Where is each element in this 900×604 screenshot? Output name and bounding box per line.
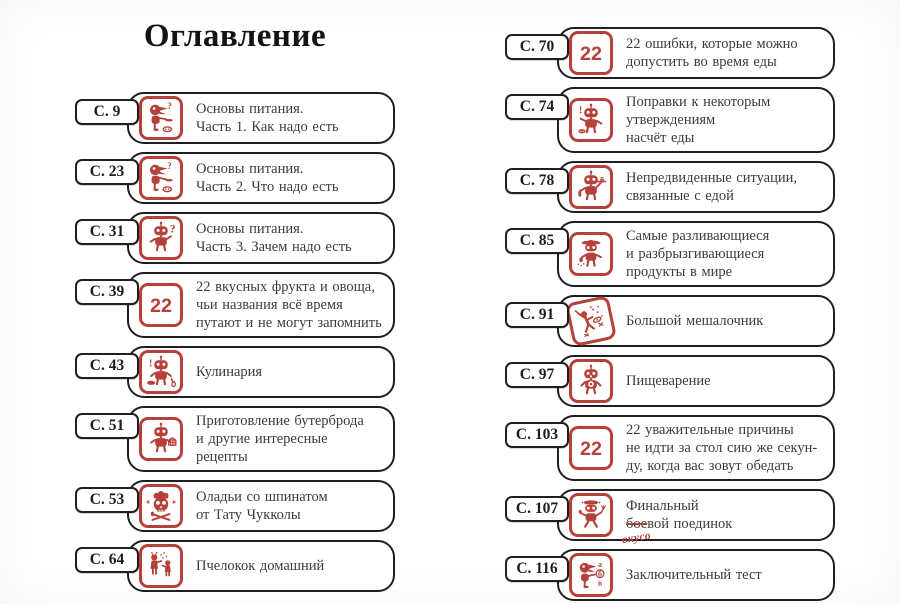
entry-title [626, 167, 797, 207]
toc-entry [505, 295, 835, 347]
toc-entry-box [127, 152, 395, 204]
toc-entry [75, 212, 395, 264]
beekeeper-family-icon [139, 544, 183, 588]
toc-column-left [75, 92, 395, 592]
toc-entry [505, 161, 835, 213]
page-number-badge: С. 53 [75, 487, 139, 513]
entry-text-line: утверждениям [626, 112, 716, 128]
toc-entry [75, 346, 395, 398]
entry-text-line: допустить во время еды [626, 54, 777, 70]
entry-title [626, 370, 711, 392]
number-22-icon [569, 31, 613, 75]
robot-exclamation-icon [569, 98, 613, 142]
entry-text-line: чьи названия всё время [196, 297, 343, 313]
entry-text-line: ду, когда вас зовут обедать [626, 458, 794, 474]
entry-text-line: Часть 2. Что надо есть [196, 179, 339, 195]
entry-title [196, 218, 352, 258]
entry-text-line: не идти за стол сию же секун- [626, 440, 818, 456]
entry-title [626, 564, 762, 586]
entry-text-line: путают и не могут запомнить [196, 315, 382, 331]
mixer-splash-icon [565, 295, 617, 347]
toc-entry-box [557, 489, 835, 547]
entry-text-line: от Тату Чукколы [196, 507, 301, 523]
page-number-badge: С. 74 [505, 94, 569, 120]
robot-waiter-icon [569, 165, 613, 209]
entry-title [626, 33, 798, 73]
toc-entry [505, 415, 835, 481]
number-22-icon [139, 283, 183, 327]
entry-title [196, 158, 338, 198]
toc-entry [505, 549, 835, 601]
entry-text-line: Самые разливающиеся [626, 228, 770, 244]
entry-text-line: Основы питания. [196, 161, 304, 177]
entry-text-line: рецепты [196, 449, 248, 465]
toc-entry [75, 480, 395, 532]
toc-entry-box [557, 221, 835, 287]
entry-text-line: боевой поединок вкусо [626, 515, 732, 533]
page-number-badge: С. 64 [75, 547, 139, 573]
toc-entry-box [557, 549, 835, 601]
entry-text-line: и другие интересные [196, 431, 328, 447]
toc-entry-box [127, 480, 395, 532]
page-number-badge: С. 97 [505, 362, 569, 388]
entry-text-line: Основы питания. [196, 101, 304, 117]
entry-text-line: насчёт еды [626, 130, 695, 146]
entry-title [196, 486, 328, 526]
page-number-badge: С. 23 [75, 159, 139, 185]
entry-text-line: Оладьи со шпинатом [196, 489, 328, 505]
robot-big-question-icon [139, 216, 183, 260]
toc-entry-box [557, 87, 835, 153]
toc-entry [75, 272, 395, 338]
page-number-badge: С. 43 [75, 353, 139, 379]
entry-text-line: Заключительный тест [626, 567, 762, 583]
skull-chef-icon [139, 484, 183, 528]
page-number-badge: С. 51 [75, 413, 139, 439]
entry-text-line: 22 ошибки, которые можно [626, 36, 798, 52]
toc-entry [75, 406, 395, 472]
entry-title [196, 555, 324, 577]
toc-entry-box [557, 27, 835, 79]
entry-title [626, 419, 817, 477]
entry-title [626, 310, 763, 332]
toc-entry-box [557, 415, 835, 481]
page-number-badge: С. 39 [75, 279, 139, 305]
toc-entry [505, 27, 835, 79]
entry-text-line: Большой мешалочник [626, 313, 764, 329]
toc-entry [75, 92, 395, 144]
page-number-badge: С. 85 [505, 228, 569, 254]
entry-title [196, 410, 364, 468]
page-number-badge: С. 103 [505, 422, 569, 448]
toc-entry-box [127, 346, 395, 398]
toc-entry [75, 152, 395, 204]
robot-chef-question-icon [139, 96, 183, 140]
handwritten-correction: вкусо [621, 529, 652, 547]
robot-digestion-icon [569, 359, 613, 403]
entry-text-line: Часть 1. Как надо есть [196, 119, 339, 135]
toc-entry-box [557, 295, 835, 347]
entry-text-line: Кулинария [196, 364, 263, 380]
entry-title [196, 361, 262, 383]
robot-sombrero-icon [569, 232, 613, 276]
page-number-badge: С. 31 [75, 219, 139, 245]
number-22-icon [569, 426, 613, 470]
toc-entry-box [127, 540, 395, 592]
toc-entry-box [557, 161, 835, 213]
entry-text-line: Основы питания. [196, 221, 304, 237]
toc-entry [505, 221, 835, 287]
page-number-badge: С. 78 [505, 168, 569, 194]
entry-text-line: связанные с едой [626, 188, 734, 204]
entry-title [196, 98, 339, 138]
entry-text-line: Часть 3. Зачем надо есть [196, 239, 352, 255]
robot-battle-icon [569, 493, 613, 537]
entry-text-line: и разбрызгивающиеся [626, 246, 765, 262]
toc-entry [505, 87, 835, 153]
entry-text-line: 22 уважительные причины [626, 422, 794, 438]
page-number-badge: С. 116 [505, 556, 569, 582]
toc-entry [505, 355, 835, 407]
entry-text-line: Пчелокок домашний [196, 558, 325, 574]
entry-text-line: Финальный [626, 498, 699, 514]
toc-entry [505, 489, 835, 547]
page-number-badge: С. 9 [75, 99, 139, 125]
entry-text-line: 22 вкусных фрукта и овоща, [196, 279, 375, 295]
entry-title [626, 225, 769, 283]
entry-title [621, 495, 733, 547]
entry-text-line: Непредвиденные ситуации, [626, 170, 798, 186]
toc-entry-box [127, 406, 395, 472]
entry-title [626, 91, 770, 149]
toc-entry-box [127, 272, 395, 338]
page-number-badge: С. 91 [505, 302, 569, 328]
entry-text-line: Пищеварение [626, 373, 711, 389]
entry-text-line: Приготовление бутерброда [196, 413, 364, 429]
toc-entry-box [127, 212, 395, 264]
robot-chef-question-2-icon [139, 156, 183, 200]
page-number-badge: С. 107 [505, 496, 569, 522]
toc-entry-box [557, 355, 835, 407]
toc-entry-box [127, 92, 395, 144]
entry-text-line: Поправки к некоторым [626, 94, 771, 110]
entry-text-line: продукты в мире [626, 264, 733, 280]
robot-abc-test-icon [569, 553, 613, 597]
entry-title [196, 276, 382, 334]
toc-entry [75, 540, 395, 592]
toc-column-right [505, 27, 835, 601]
robot-cooking-icon [139, 350, 183, 394]
robot-sandwich-basket-icon [139, 417, 183, 461]
page-title: Оглавление [143, 18, 327, 54]
struck-word: бое [626, 516, 648, 532]
page-number-badge: С. 70 [505, 34, 569, 60]
